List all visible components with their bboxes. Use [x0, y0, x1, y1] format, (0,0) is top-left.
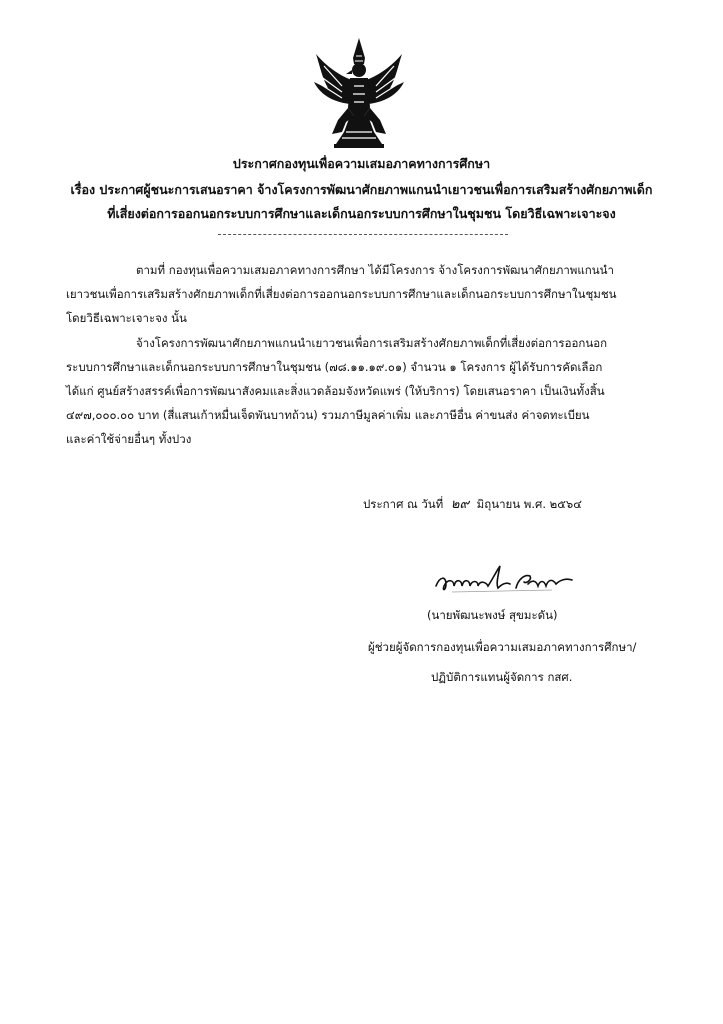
subject-line-1: เรื่อง ประกาศผู้ชนะการเสนอราคา จ้างโครงการพัฒนาศักยภาพแกนนำเยาวชนเพื่อการเสริมสร้างศักยภาพเด็ก — [70, 182, 653, 197]
paragraph-1 — [66, 258, 666, 330]
paragraph-2 — [66, 331, 666, 451]
signatory-name: (นายพัฒนะพงษ์ สุขมะดัน) — [427, 608, 558, 622]
announcement-date — [363, 493, 582, 514]
signatory-position-1: ผู้ช่วยผู้จัดการกองทุนเพื่อความเสมอภาคทางการศึกษา/ — [368, 640, 637, 654]
garuda-emblem-icon — [312, 36, 406, 152]
document-title: ประกาศกองทุนเพื่อความเสมอภาคทางการศึกษา — [232, 156, 491, 171]
paragraph-line: ได้แก่ ศูนย์สร้างสรรค์เพื่อการพัฒนาสังคมและสิ่งแวดล้อมจังหวัดแพร่ (ให้บริการ) โดยเสนอราคา เป็นเงินทั้งสิ้น — [66, 384, 605, 398]
paragraph-line: ๔๙๗,๐๐๐.๐๐ บาท (สี่แสนเก้าหมื่นเจ็ดพันบาทถ้วน) รวมภาษีมูลค่าเพิ่ม และภาษีอื่น ค่าขนส่ง ค่าจดทะเบียน — [66, 408, 590, 422]
date-day-handwritten: ๒๙ — [450, 497, 470, 512]
paragraph-line: โดยวิธีเฉพาะเจาะจง นั้น — [66, 311, 187, 325]
date-month-year: มิถุนายน พ.ศ. ๒๕๖๔ — [476, 497, 582, 511]
paragraph-line: จ้างโครงการพัฒนาศักยภาพแกนนำเยาวชนเพื่อการเสริมสร้างศักยภาพเด็กที่เสี่ยงต่อการออกนอก — [136, 336, 608, 350]
dashed-divider — [218, 234, 508, 235]
signatory-position-2: ปฏิบัติการแทนผู้จัดการ กสศ. — [431, 670, 573, 684]
date-prefix: ประกาศ ณ วันที่ — [363, 497, 444, 511]
paragraph-line: และค่าใช้จ่ายอื่นๆ ทั้งปวง — [66, 432, 192, 446]
paragraph-line: ตามที่ กองทุนเพื่อความเสมอภาคทางการศึกษา ได้มีโครงการ จ้างโครงการพัฒนาศักยภาพแกนนำ — [136, 263, 614, 277]
paragraph-line: เยาวชนเพื่อการเสริมสร้างศักยภาพเด็กที่เสี่ยงต่อการออกนอกระบบการศึกษาและเด็กนอกระบบการศึกษาในชุมชน — [66, 287, 617, 301]
subject-line-2: ที่เสี่ยงต่อการออกนอกระบบการศึกษาและเด็กนอกระบบการศึกษาในชุมชน โดยวิธีเฉพาะเจาะจง — [107, 206, 616, 221]
paragraph-line: ระบบการศึกษาและเด็กนอกระบบการศึกษาในชุมชน (๗๘.๑๑.๑๙.๐๑) จำนวน ๑ โครงการ ผู้ได้รับการคัดเลือก — [66, 360, 603, 374]
handwritten-signature-icon — [432, 558, 582, 600]
